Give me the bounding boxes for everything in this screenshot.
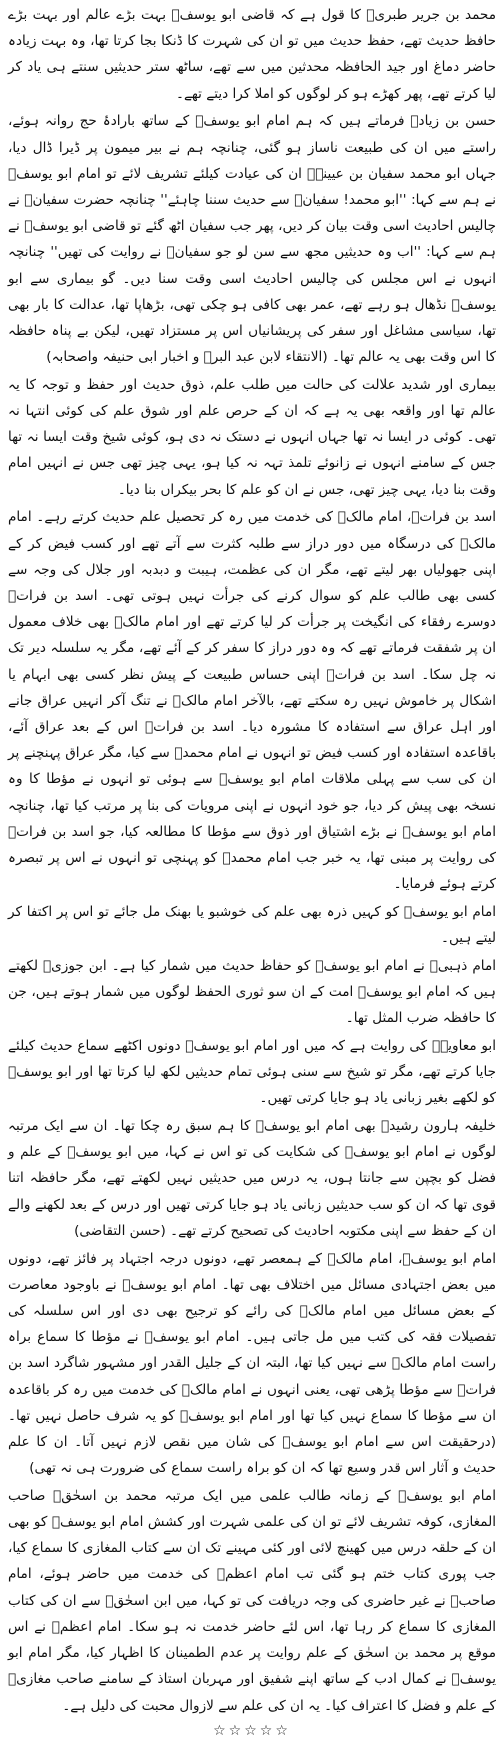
paragraph-harun-rashid: خلیفہ ہارون رشیدؒ بھی امام ابو یوسفؒ کا ہم سبق رہ چکا تھا۔ ان سے ایک مرتبہ لوگوں نے امام ابو یوسفؒ کی شکایت کی تو اس نے کہا، میں ابو یوسفؒ کے علم و فضل کو بچپن سے جانتا ہوں، یہ درس میں حدیثیں نہیں لکھتے تھے، مگر حافظہ اتنا قوی تھا کہ ان کو سب حدیثیں زبانی یاد ہو جایا کرتی تھیں اور درس کے بعد لکھنے والے ان کے حفظ سے اپنی مکتوبہ احادیث کی تصحیح کرتے تھے۔ (حسن التقاضی): [8, 1118, 496, 1239]
paragraph-illness-and-zeal: بیماری اور شدید علالت کی حالت میں طلب علم، ذوق حدیث اور حفظ و توجہ کا یہ عالم تھا اور واقعہ بھی یہ ہے کہ ان کے حرص علم اور شوق علم کی کوئی انتہا نہ تھی۔ کوئی در ایسا نہ تھا جہاں انہوں نے دستک نہ دی ہو، کوئی شیخ وقت ایسا نہ تھا جس کے سامنے انہوں نے زانوئے تلمذ تہہ نہ کیا ہو، یہی چیز تھی جس نے انہیں امام وقت بنا دیا، یہی چیز تھی، جس نے ان کو علم کا بحر بیکراں بنا دیا۔: [8, 376, 496, 498]
paragraph-tabari-quote: محمد بن جریر طبریؒ کا قول ہے کہ قاضی ابو یوسفؒ بہت بڑے عالم اور بہت بڑے حافظ حدیث تھے، حفظ حدیث میں تو ان کی شہرت کا ڈنکا بجا کرتا تھا، وہ بہت زیادہ حاضر دماغ اور جید الحافظہ محدثین میں سے تھے، ساٹھ ستر حدیثیں سنتے ہی یاد کر لیا کرتے تھے، پھر کھڑے ہو کر لوگوں کو املا کرا دیتے تھے۔: [8, 7, 496, 102]
paragraph-asad-bin-furat: اسد بن فراتؒ، امام مالکؒ کی خدمت میں رہ کر تحصیل علم حدیث کرتے رہے۔ امام مالکؒ کی درسگاہ میں دور دراز سے طلبہ کثرت سے آتے تھے اور کسب فیض کر کے اپنی جھولیاں بھر لیتے تھے، مگر ان کی عظمت، ہیبت و دبدبہ اور جلال کی وجہ سے کسی بھی طالب علم کو سوال کرنے کی جرأت نہیں ہوتی تھی۔ اسد بن فراتؒ دوسرے رفقاء کی انگیخت پر جرأت کر لیا کرتے تھے اور امام مالکؒ بھی خلاف معمول ان پر شفقت فرماتے تھے کہ وہ دور دراز کا سفر کر کے آئے تھے، مگر یہ سلسلہ دیر تک نہ چل سکا۔ اسد بن فراتؒ اپنی حساس طبیعت کے پیش نظر کسی بھی ابہام یا اشکال پر خاموش نہیں رہ سکتے تھے، بالآخر امام مالکؒ نے تنگ آکر انہیں عراق جانے اور اہل عراق سے استفادہ کا مشورہ دیا۔ اسد بن فراتؒ اس کے بعد عراق آئے، باقاعدہ استفادہ اور کسب فیض تو انہوں نے امام محمدؒ سے کیا، مگر عراق پہنچنے پر ان کی سب سے پہلی ملاقات امام ابو یوسفؒ سے ہوئی تو انہوں نے مؤطا کا وہ نسخہ بھی پیش کر دیا، جو خود انہوں نے اپنی مرویات کی بنا پر مرتب کیا تھا، چنانچہ امام ابو یوسفؒ نے بڑے اشتیاق اور ذوق سے مؤطا کا مطالعہ کیا، جو اسد بن فراتؒ کی روایت پر مبنی تھا، یہ خبر جب امام محمدؒ کو پہنچی تو انہوں نے اس پر تبصرہ کرتے ہوئے فرمایا۔: [8, 509, 496, 893]
paragraph-hasan-bin-ziyad: حسن بن زیادؒ فرماتے ہیں کہ ہم امام ابو یوسفؒ کے ساتھ بارادۂ حج روانہ ہوئے، راستے میں ان کی طبیعت ناساز ہو گئی، چنانچہ ہم نے بیر میمون پر ڈیرا ڈال دیا، جہاں ابو محمد سفیان بن عیینہؒ ان کی عیادت کیلئے تشریف لائے تو امام ابو یوسفؒ نے ہم سے کہا: ''ابو محمد! سفیانؒ سے حدیث سننا چاہئے'' چنانچہ حضرت سفیانؒ نے چالیس احادیث اسی وقت بیان کر دیں، پھر جب سفیان اٹھ گئے تو قاضی ابو یوسفؒ نے ہم سے کہا: ''اب وہ حدیثیں مجھ سے سن لو جو سفیانؒ نے روایت کی تھیں'' چنانچہ انہوں نے اس مجلس کی چالیس احادیث اسی وقت سنا دیں۔ گو بیماری سے ابو یوسفؒ نڈھال ہو رہے تھے، عمر بھی کافی ہو چکی تھی، بڑھاپا تھا، عدالت کا بار بھی تھا، سیاسی مشاغل اور سفر کی پریشانیاں اس پر مستزاد تھیں، لیکن بے پناہ حافظہ کا اس وقت بھی یہ عالم تھا۔ (الانتقاء لابن عبد البرؒ و اخبار ابی حنیفہ واصحابہ): [8, 113, 496, 366]
paragraph-abu-muawiya: ابو معاویہؒ کی روایت ہے کہ میں اور امام ابو یوسفؒ دونوں اکٹھے سماع حدیث کیلئے جایا کرتے تھے، مگر تو شیخ سے سنی ہوئی تمام حدیثیں لکھ لیا کرتا تھا اور ابو یوسفؒ کو لکھے بغیر زبانی یاد ہو جایا کرتی تھیں۔: [8, 1037, 496, 1107]
paragraph-fragrance-of-knowledge: امام ابو یوسفؒ کو کہیں ذرہ بھی علم کی خوشبو یا بھنک مل جائے تو اس پر اکتفا کر لیتے ہیں۔: [8, 903, 496, 947]
end-ornament: ☆☆☆☆☆: [213, 1723, 291, 1740]
paragraph-dhahabi: امام ذہبیؒ نے امام ابو یوسفؒ کو حفاظ حدیث میں شمار کیا ہے۔ ابن جوزیؒ لکھتے ہیں کہ امام ابو یوسفؒ امت کے ان سو ثوری الحفظ لوگوں میں شمار ہوتے ہیں، جن کا حافظہ ضرب المثل تھا۔: [8, 957, 496, 1027]
paragraph-imam-malik: امام ابو یوسفؒ، امام مالکؒ کے ہمعصر تھے، دونوں درجہ اجتہاد پر فائز تھے، دونوں میں بعض اجتہادی مسائل میں اختلاف بھی تھا۔ امام ابو یوسفؒ نے باوجود معاصرت کے بعض مسائل میں امام مالکؒ کی رائے کو ترجیح بھی دی اور اس سلسلہ کی تفصیلات فقہ کی کتب میں مل جاتی ہیں۔ امام ابو یوسفؒ نے مؤطا کا سماع براہ راست امام مالکؒ سے نہیں کیا تھا، البتہ ان کے جلیل القدر اور مشہور شاگرد اسد بن فراتؒ سے مؤطا پڑھی تھی، یعنی انہوں نے امام مالکؒ کی خدمت میں رہ کر باقاعدہ ان سے مؤطا کا سماع نہیں کیا تھا اور امام ابو یوسفؒ کو یہ شرف حاصل نہیں تھا۔ (درحقیقت اس سے امام ابو یوسفؒ کی شان میں نقص لازم نہیں آتا۔ ان کا علم حدیث و آثار اس قدر وسیع تھا کہ ان کو براہ راست سماع کی ضرورت ہی نہ تھی): [8, 1250, 496, 1477]
paragraph-ibn-ishaq: امام ابو یوسفؒ کے زمانہ طالب علمی میں ایک مرتبہ محمد بن اسحٰقؒ صاحب المغازی، کوفہ تشریف لائے تو ان کی علمی شہرت اور کشش امام ابو یوسفؒ کو بھی ان کے حلقہ درس میں کھینچ لائی اور کئی مہینے تک ان سے کتاب المغازی کا سماع کیا، جب پوری کتاب ختم ہو گئی تب امام اعظمؒ کی خدمت میں حاضر ہوئے، امام صاحبؒ نے غیر حاضری کی وجہ دریافت کی تو کہا، میں ابن اسحٰقؒ سے ان کی کتاب المغازی کا سماع کر رہا تھا، اس لئے حاضر خدمت نہ ہو سکا۔ امام اعظمؒ نے اس موقع پر محمد بن اسحٰق کے علم روایت پر عدم الطمینان کا اظہار کیا، مگر امام ابو یوسفؒ نے کمال ادب کے ساتھ اپنے شفیق اور مہربان استاذ کے سامنے صاحب مغازیؒ کے علم و فضل کا اعتراف کیا۔ یہ ان کی علم سے لازوال محبت کی دلیل ہے۔: [8, 1487, 496, 1714]
